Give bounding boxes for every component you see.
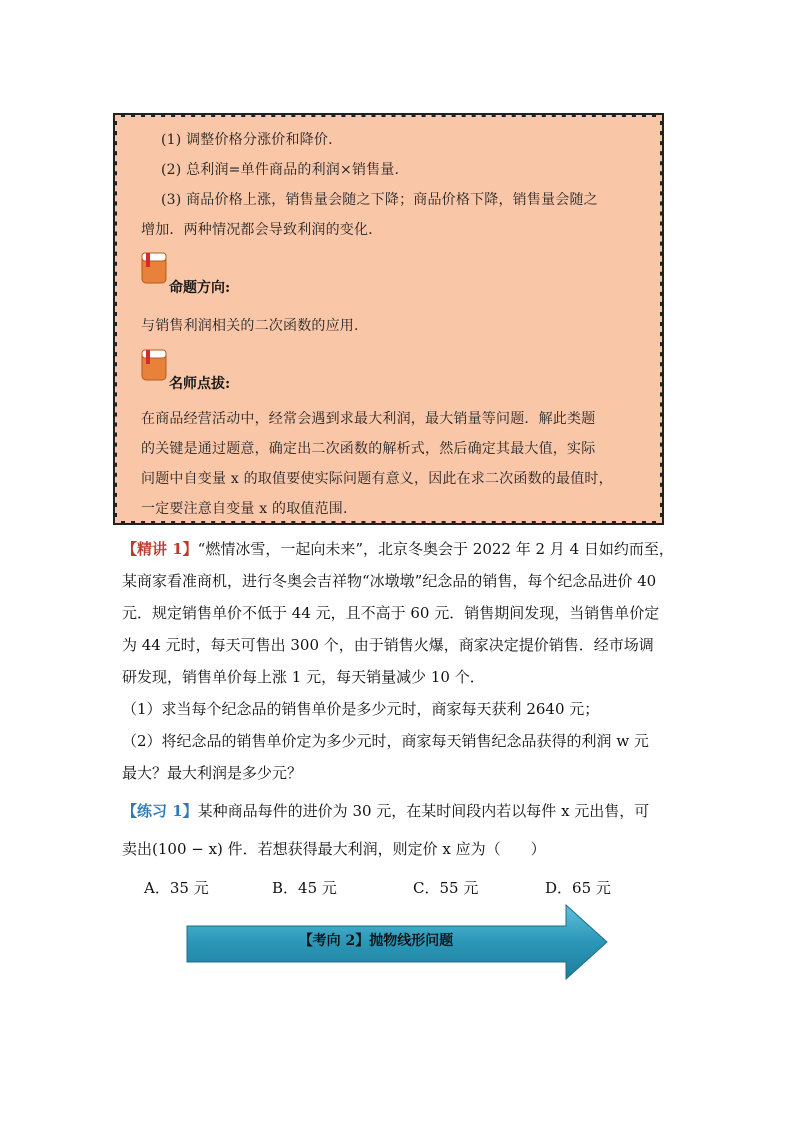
box-line-3: (3) 商品价格上涨，销售量会随之下降；商品价格下降，销售量会随之 [161, 192, 598, 208]
box-line-4: 增加．两种情况都会导致利润的变化． [141, 222, 383, 238]
box-line-1: (1) 调整价格分涨价和降价. [161, 132, 333, 148]
problem-1-question-1: （1）求当每个纪念品的销售单价是多少元时，商家每天获利 2640 元； [122, 700, 600, 718]
heading-direction: 命题方向: [169, 280, 231, 296]
heading-teacher-tips: 名师点拔: [169, 376, 231, 392]
problem-1-first-line [122, 538, 674, 559]
box-line-5: 与销售利润相关的二次函数的应用. [141, 318, 359, 334]
box-line-7: 的关键是通过题意，确定出二次函数的解析式，然后确定其最大值，实际 [141, 441, 596, 457]
section-banner-label: 【考向 2】抛物线形问题 [298, 933, 454, 949]
box-line-9: 一定要注意自变量 x 的取值范围. [141, 501, 348, 517]
problem-1-line-2: 某商家看准商机，进行冬奥会吉祥物“冰墩墩”纪念品的销售，每个纪念品进价 40 [122, 572, 657, 590]
problem-1-line-3: 元．规定销售单价不低于 44 元，且不高于 60 元．销售期间发现，当销售单价定 [122, 604, 660, 622]
problem-1-line-4: 为 44 元时，每天可售出 300 个，由于销售火爆，商家决定提价销售．经市场调 [122, 636, 654, 654]
box-line-2: (2) 总利润=单件商品的利润×销售量. [161, 162, 400, 178]
practice-1-line-1: 某种商品每件的进价为 30 元，在某时间段内若以每件 x 元出售，可 [197, 802, 650, 820]
option-d: D．65 元 [545, 879, 611, 897]
box-line-6: 在商品经营活动中，经常会遇到求最大利润，最大销量等问题．解此类题 [141, 411, 596, 427]
option-a: A．35 元 [144, 879, 209, 897]
problem-1-line-1: “燃情冰雪，一起向未来”，北京冬奥会于 2022 年 2 月 4 日如约而至， [197, 540, 674, 558]
knowledge-box [113, 113, 664, 525]
book-icon [141, 349, 167, 381]
problem-1-question-2-cont: 最大？最大利润是多少元？ [122, 764, 303, 782]
practice-1-first-line [122, 800, 649, 821]
problem-1-line-5: 研发现，销售单价每上涨 1 元，每天销量减少 10 个． [122, 668, 485, 686]
option-b: B．45 元 [272, 879, 337, 897]
problem-1-tag: 【精讲 1】 [122, 540, 198, 558]
option-c: C．55 元 [413, 879, 479, 897]
book-icon [141, 252, 167, 284]
box-line-8: 问题中自变量 x 的取值要使实际问题有意义，因此在求二次函数的最值时， [141, 471, 613, 487]
problem-1-question-2: （2）将纪念品的销售单价定为多少元时，商家每天销售纪念品获得的利润 w 元 [122, 732, 649, 750]
practice-1-tag: 【练习 1】 [122, 802, 198, 820]
practice-1-line-2: 卖出(100 − x) 件．若想获得最大利润，则定价 x 应为（ ） [122, 840, 546, 858]
